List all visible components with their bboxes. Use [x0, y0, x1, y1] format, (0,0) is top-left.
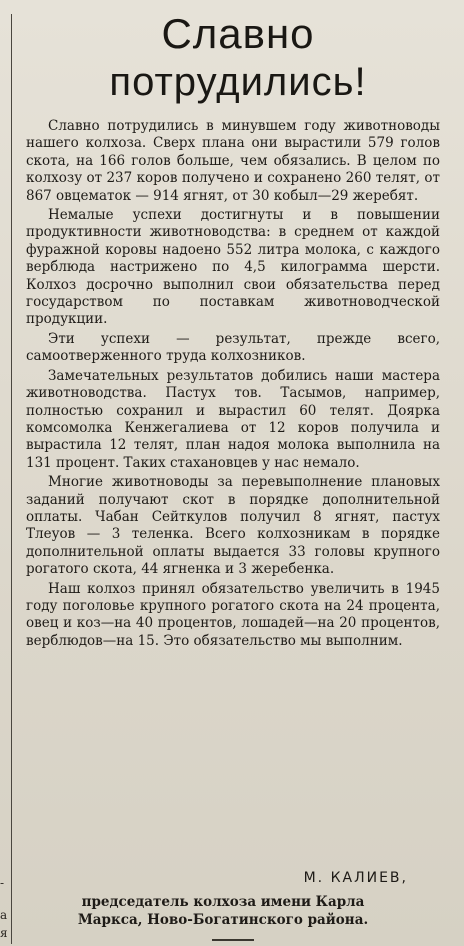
paragraph: Наш колхоз принял обязательство увеличить в 1945 году поголовье крупного рогатого скота на 24 процента, овец и коз—на 40 процентов, лошадей—на 20 процентов, верблюдов—на 15. Это обязательство мы выполним.	[26, 580, 440, 649]
article-body	[26, 118, 440, 652]
left-margin-fragment: я	[0, 926, 8, 940]
headline-line-1: Славно	[161, 10, 315, 57]
paragraph: Немалые успехи достигнуты и в повышении продуктивности животноводства: в среднем от каждой фуражной коровы надоено 552 литра молока, с каждого верблюда настрижено по 4,5 килограмма шерсти. Колхоз досрочно выполнил свои обязательства перед государством по поставкам животноводческой продукции.	[26, 207, 440, 328]
column-divider	[11, 14, 12, 944]
left-margin-fragment: а	[0, 908, 8, 922]
paragraph: Славно потрудились в минувшем году животноводы нашего колхоза. Сверх плана они вырастили 579 голов скота, на 166 голов больше, чем обязались. В целом по колхозу от 237 коров получено и сохранено 260 телят, от 867 овцематок — 914 ягнят, от 30 кобыл—29 жеребят.	[26, 118, 440, 204]
left-margin-fragment: -	[0, 876, 5, 890]
end-rule	[212, 939, 254, 941]
signature-name: М. КАЛИЕВ,	[303, 870, 408, 886]
signature-role: председатель колхоза имени Карла Маркса, Ново-Богатинского района.	[77, 894, 369, 928]
headline-line-2: потрудились!	[109, 60, 367, 104]
paragraph: Эти успехи — результат, прежде всего, самоотверженного труда колхозников.	[26, 330, 440, 365]
paragraph: Многие животноводы за перевыполнение плановых заданий получают скот в порядке дополнительной оплаты. Чабан Сейткулов получил 8 ягнят, пастух Тлеуов — 3 теленка. Всего колхозникам в порядке дополнительной оплаты выдается 33 головы крупного рогатого скота, 44 ягненка и 3 жеребенка.	[26, 474, 440, 578]
paragraph: Замечательных результатов добились наши мастера животноводства. Пастух тов. Тасымов, например, полностью сохранил и вырастил 60 телят. Доярка комсомолка Кенжегалиева от 12 коров получила и вырастила 12 телят, план надоя молока выполнила на 131 процент. Таких стахановцев у нас немало.	[26, 367, 440, 471]
